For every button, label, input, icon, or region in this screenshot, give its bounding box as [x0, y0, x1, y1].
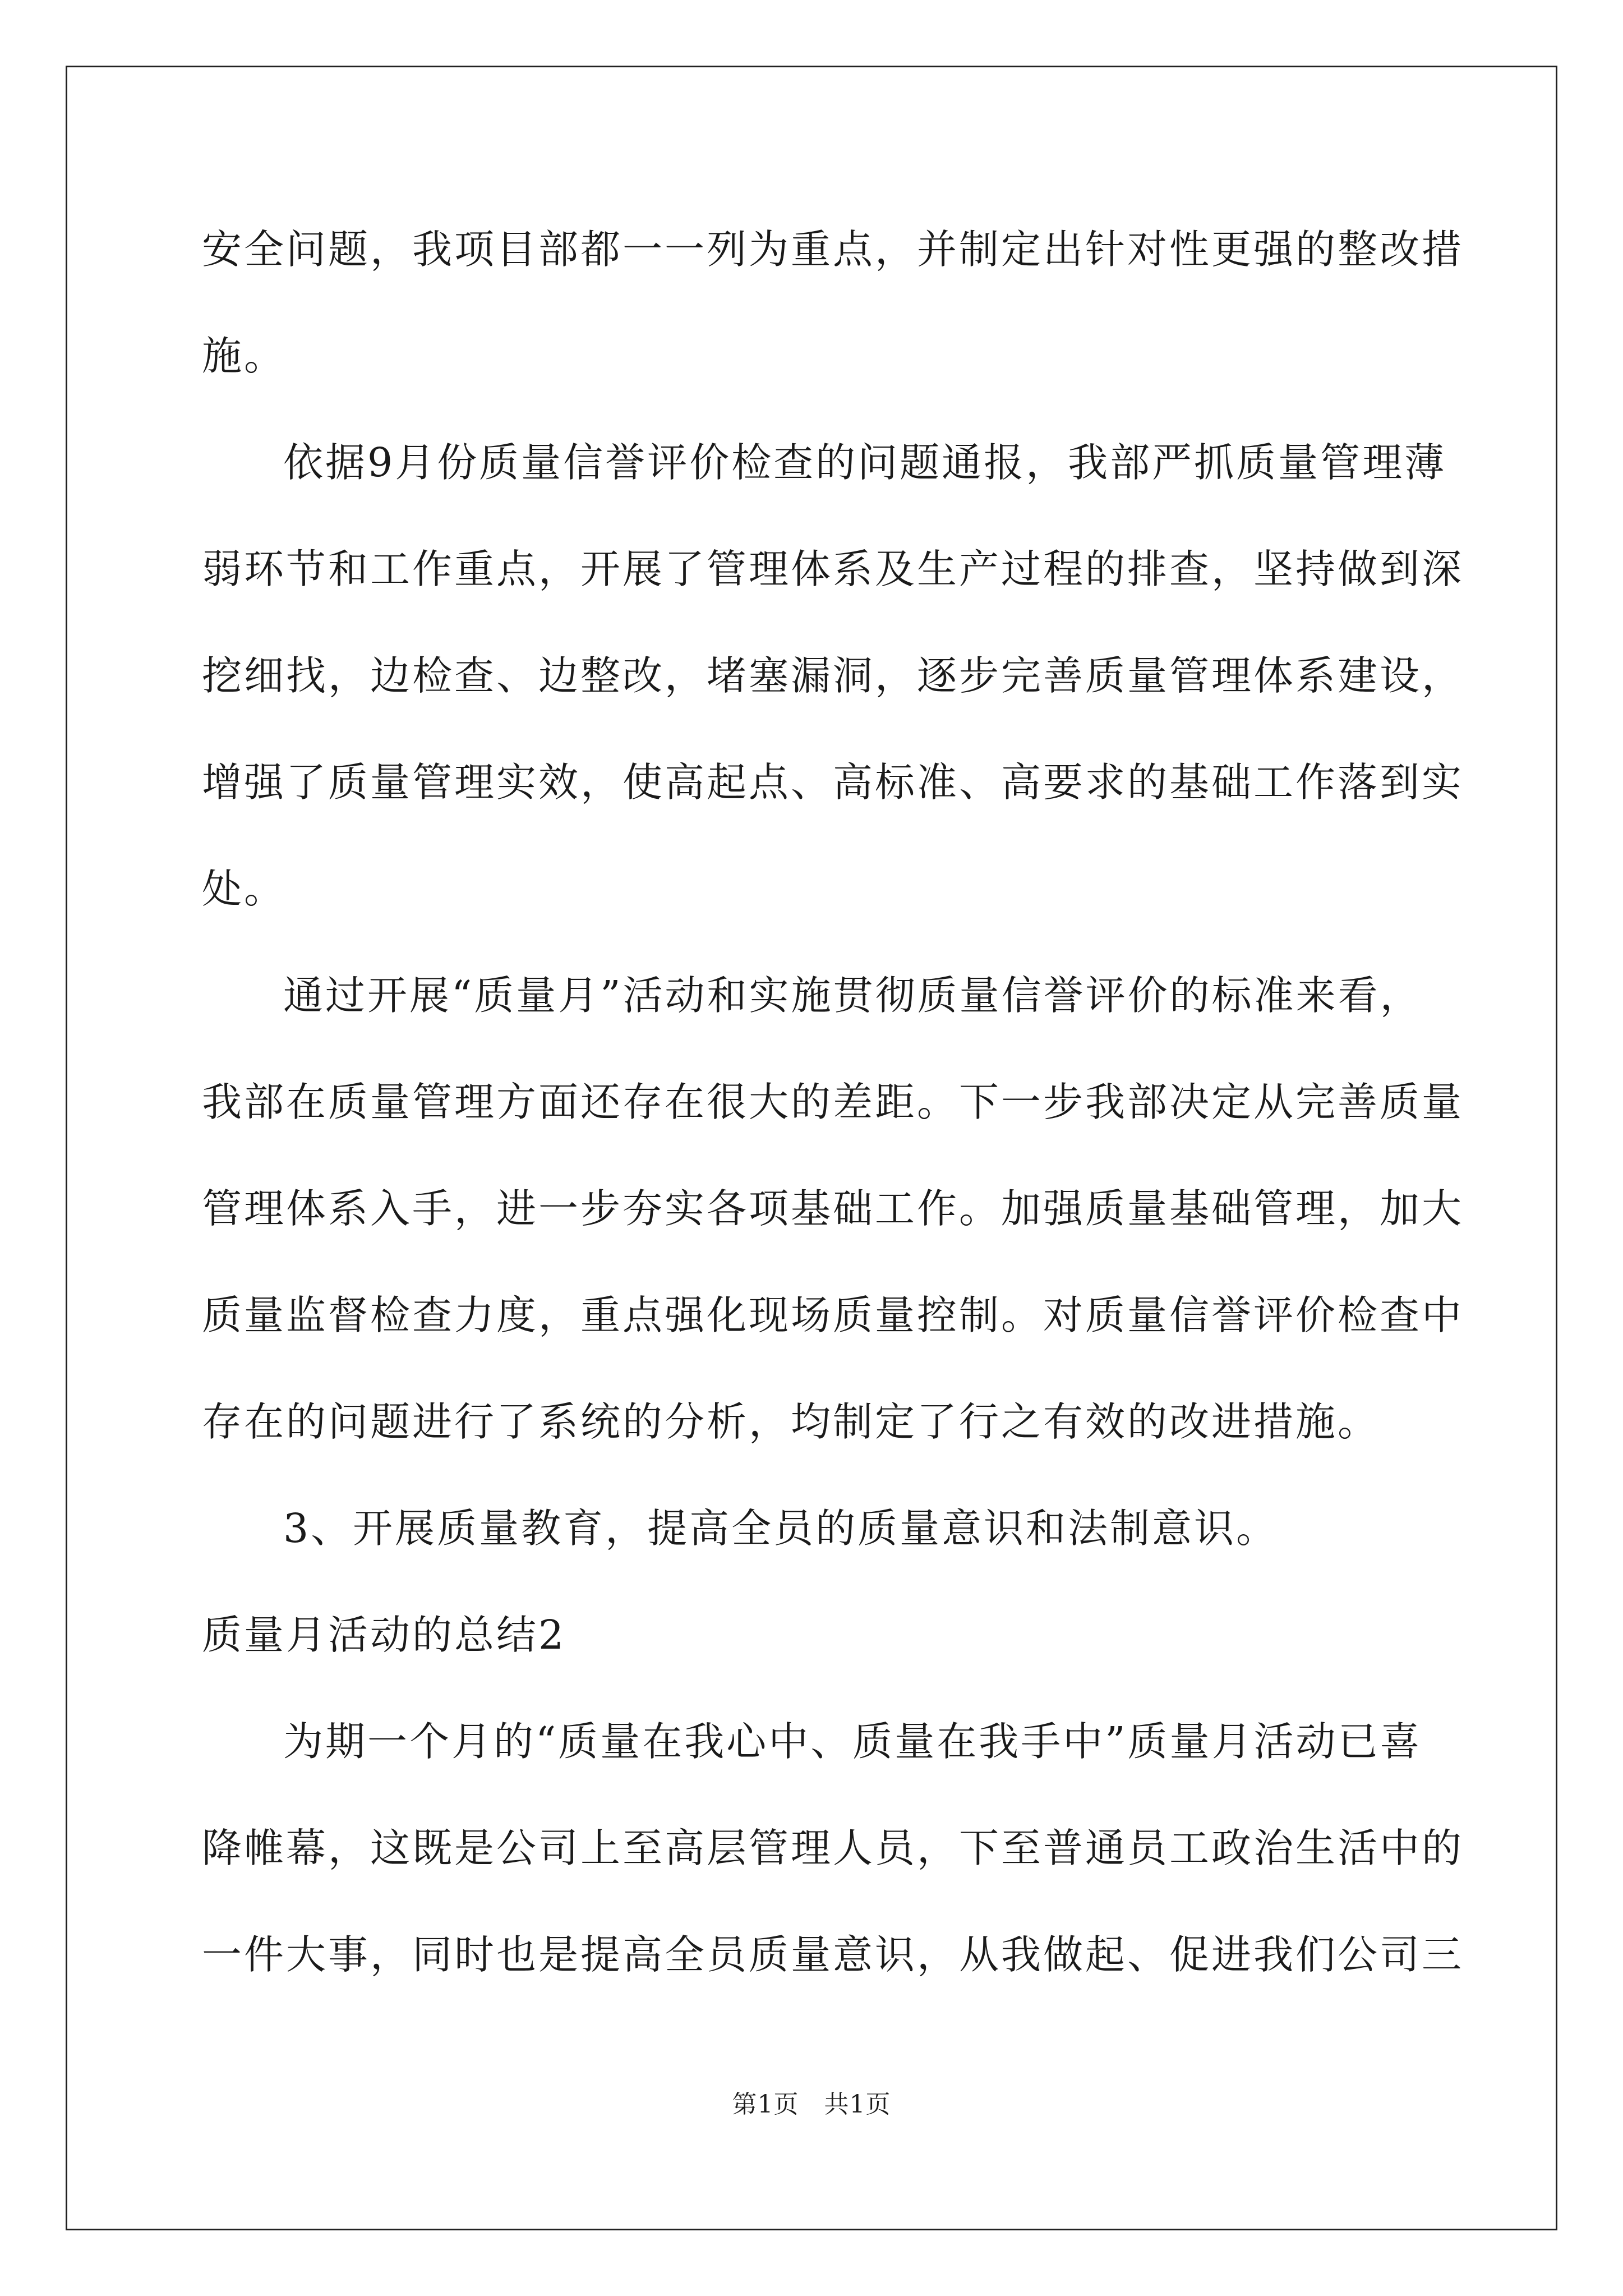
text-line: 通过开展“质量月”活动和实施贯彻质量信誉评价的标准来看，	[283, 972, 1422, 1019]
section-heading: 质量月活动的总结2	[202, 1612, 566, 1658]
text-line: 一件大事，同时也是提高全员质量意识，从我做起、促进我们公司三	[202, 1931, 1464, 1978]
text-line: 为期一个月的“质量在我心中、质量在我手中”质量月活动已喜	[283, 1718, 1422, 1765]
text-line: 依据9月份质量信誉评价检查的问题通报，我部严抓质量管理薄	[283, 439, 1447, 486]
page-border	[66, 66, 1557, 2230]
text-line: 增强了质量管理实效，使高起点、高标准、高要求的基础工作落到实	[202, 759, 1464, 806]
text-line: 安全问题，我项目部都一一列为重点，并制定出针对性更强的整改措	[202, 226, 1464, 273]
text-line: 3、开展质量教育，提高全员的质量意识和法制意识。	[283, 1505, 1279, 1552]
text-line: 施。	[202, 333, 287, 379]
page-number-footer: 第1页 共1页	[732, 2090, 891, 2119]
text-line: 我部在质量管理方面还存在很大的差距。下一步我部决定从完善质量	[202, 1079, 1464, 1125]
text-line: 挖细找，边检查、边整改，堵塞漏洞，逐步完善质量管理体系建设，	[202, 652, 1464, 699]
text-line: 降帷幕，这既是公司上至高层管理人员，下至普通员工政治生活中的	[202, 1825, 1464, 1871]
text-line: 处。	[202, 866, 287, 912]
text-line: 质量监督检查力度，重点强化现场质量控制。对质量信誉评价检查中	[202, 1292, 1464, 1338]
text-line: 存在的问题进行了系统的分析，均制定了行之有效的改进措施。	[202, 1398, 1380, 1445]
text-line: 弱环节和工作重点，开展了管理体系及生产过程的排查，坚持做到深	[202, 546, 1464, 592]
text-line: 管理体系入手，进一步夯实各项基础工作。加强质量基础管理，加大	[202, 1185, 1464, 1232]
